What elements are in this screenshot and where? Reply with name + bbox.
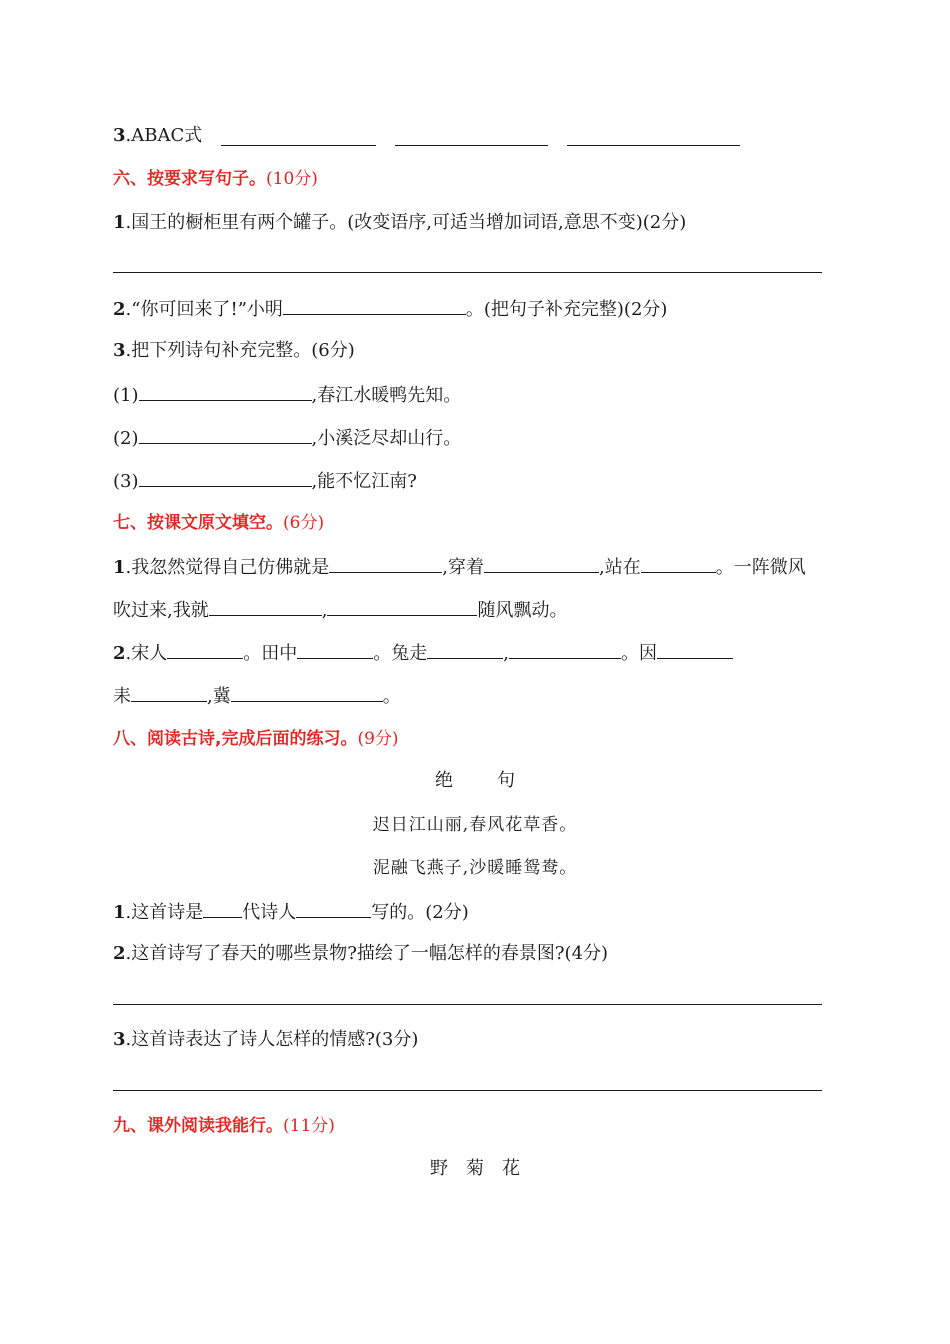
question-number: 2 <box>113 299 126 320</box>
question-number: 2 <box>113 643 126 664</box>
item-label: (3) <box>113 471 139 492</box>
section-heading <box>113 727 399 751</box>
section-heading <box>113 1114 335 1138</box>
poem-fill-1 <box>113 382 461 408</box>
question-text: .“你可回来了!”小明 <box>125 299 283 320</box>
story-title-char: 野 <box>430 1158 448 1179</box>
answer-blank[interactable] <box>395 127 548 146</box>
question-text: , <box>321 600 328 621</box>
answer-blank[interactable] <box>131 683 207 702</box>
item-text: ,小溪泛尽却山行。 <box>311 428 462 449</box>
poem-line-1: 迟日江山丽,春风花草香。 <box>372 815 578 835</box>
abac-question <box>113 124 202 148</box>
question-text: , <box>503 643 509 664</box>
question-text: ,冀 <box>207 686 231 707</box>
question-2-line-1 <box>113 640 733 666</box>
question-text: ,穿着 <box>442 557 484 578</box>
story-title-char: 菊 <box>466 1158 484 1179</box>
poem-fill-2 <box>113 425 461 451</box>
section-points: (6分) <box>283 513 325 533</box>
question-text: 。一阵微风 <box>715 557 806 578</box>
question-1 <box>113 899 469 925</box>
question-text: .这首诗是 <box>125 902 204 923</box>
answer-blank[interactable] <box>641 554 716 573</box>
answer-blank[interactable] <box>296 899 371 918</box>
question-text: 耒 <box>113 686 131 707</box>
question-3 <box>113 339 355 363</box>
question-text: 代诗人 <box>242 902 297 923</box>
section-title: 七、按课文原文填空。 <box>113 513 283 533</box>
answer-blank[interactable] <box>427 640 503 659</box>
question-2 <box>113 942 608 966</box>
question-3 <box>113 1028 418 1052</box>
answer-blank[interactable] <box>657 640 733 659</box>
question-number: 1 <box>113 212 126 233</box>
answer-blank[interactable] <box>203 899 242 918</box>
question-text: .把下列诗句补充完整。(6分) <box>125 340 355 361</box>
question-text: 。 <box>382 686 401 707</box>
item-text: ,能不忆江南? <box>311 471 417 492</box>
question-text: .宋人 <box>125 643 168 664</box>
answer-blank[interactable] <box>139 425 312 444</box>
section-heading <box>113 511 324 535</box>
question-text: ,站在 <box>599 557 641 578</box>
answer-blank[interactable] <box>297 640 373 659</box>
answer-line[interactable] <box>113 272 822 273</box>
answer-line[interactable] <box>113 1090 822 1091</box>
section-heading <box>113 167 318 191</box>
poem-title-char: 句 <box>497 770 515 791</box>
question-1-line-1 <box>113 554 806 580</box>
question-number: 3 <box>113 1029 126 1050</box>
story-title <box>0 1157 950 1181</box>
answer-blank[interactable] <box>139 382 312 401</box>
section-title: 九、课外阅读我能行。 <box>113 1116 283 1136</box>
question-text: .这首诗写了春天的哪些景物?描绘了一幅怎样的春景图?(4分) <box>125 943 609 964</box>
item-label: (2) <box>113 428 139 449</box>
section-points: (10分) <box>266 169 318 189</box>
answer-blank[interactable] <box>167 640 243 659</box>
question-text: 。因 <box>621 643 657 664</box>
item-text: ,春江水暖鸭先知。 <box>311 385 462 406</box>
question-text: 。兔走 <box>373 643 428 664</box>
story-title-char: 花 <box>502 1158 520 1179</box>
question-text: .ABAC式 <box>125 125 203 146</box>
section-points: (11分) <box>283 1116 335 1136</box>
question-number: 2 <box>113 943 126 964</box>
question-2-line-2 <box>113 683 401 709</box>
question-number: 3 <box>113 340 126 361</box>
question-text: 。田中 <box>243 643 298 664</box>
question-text: .这首诗表达了诗人怎样的情感?(3分) <box>125 1029 419 1050</box>
question-1-line-2 <box>113 597 567 623</box>
poem-fill-3 <box>113 468 417 494</box>
question-number: 1 <box>113 902 126 923</box>
question-text: .我忽然觉得自己仿佛就是 <box>125 557 330 578</box>
answer-blank[interactable] <box>509 640 621 659</box>
answer-blank[interactable] <box>329 554 442 573</box>
section-title: 八、阅读古诗,完成后面的练习。 <box>113 729 358 749</box>
question-text: .国王的橱柜里有两个罐子。(改变语序,可适当增加词语,意思不变)(2分) <box>125 212 687 233</box>
answer-blank[interactable] <box>484 554 599 573</box>
answer-blank[interactable] <box>209 597 322 616</box>
poem-title <box>0 769 950 793</box>
question-1 <box>113 211 686 235</box>
answer-blank[interactable] <box>139 468 312 487</box>
answer-blank[interactable] <box>567 127 740 146</box>
item-label: (1) <box>113 385 139 406</box>
answer-blank[interactable] <box>231 683 383 702</box>
question-number: 3 <box>113 125 126 146</box>
answer-blank[interactable] <box>327 597 477 616</box>
answer-blank[interactable] <box>283 296 466 315</box>
question-number: 1 <box>113 557 126 578</box>
section-points: (9分) <box>357 729 399 749</box>
answer-line[interactable] <box>113 1004 822 1005</box>
question-text: 写的。(2分) <box>371 902 469 923</box>
section-title: 六、按要求写句子。 <box>113 169 266 189</box>
question-2 <box>113 296 667 322</box>
answer-blank[interactable] <box>221 127 376 146</box>
question-text: 。(把句子补充完整)(2分) <box>465 299 668 320</box>
poem-line-2: 泥融飞燕子,沙暖睡鸳鸯。 <box>372 858 578 878</box>
poem-title-char: 绝 <box>435 770 453 791</box>
question-text: 随风飘动。 <box>477 600 568 621</box>
question-text: 吹过来,我就 <box>113 600 209 621</box>
